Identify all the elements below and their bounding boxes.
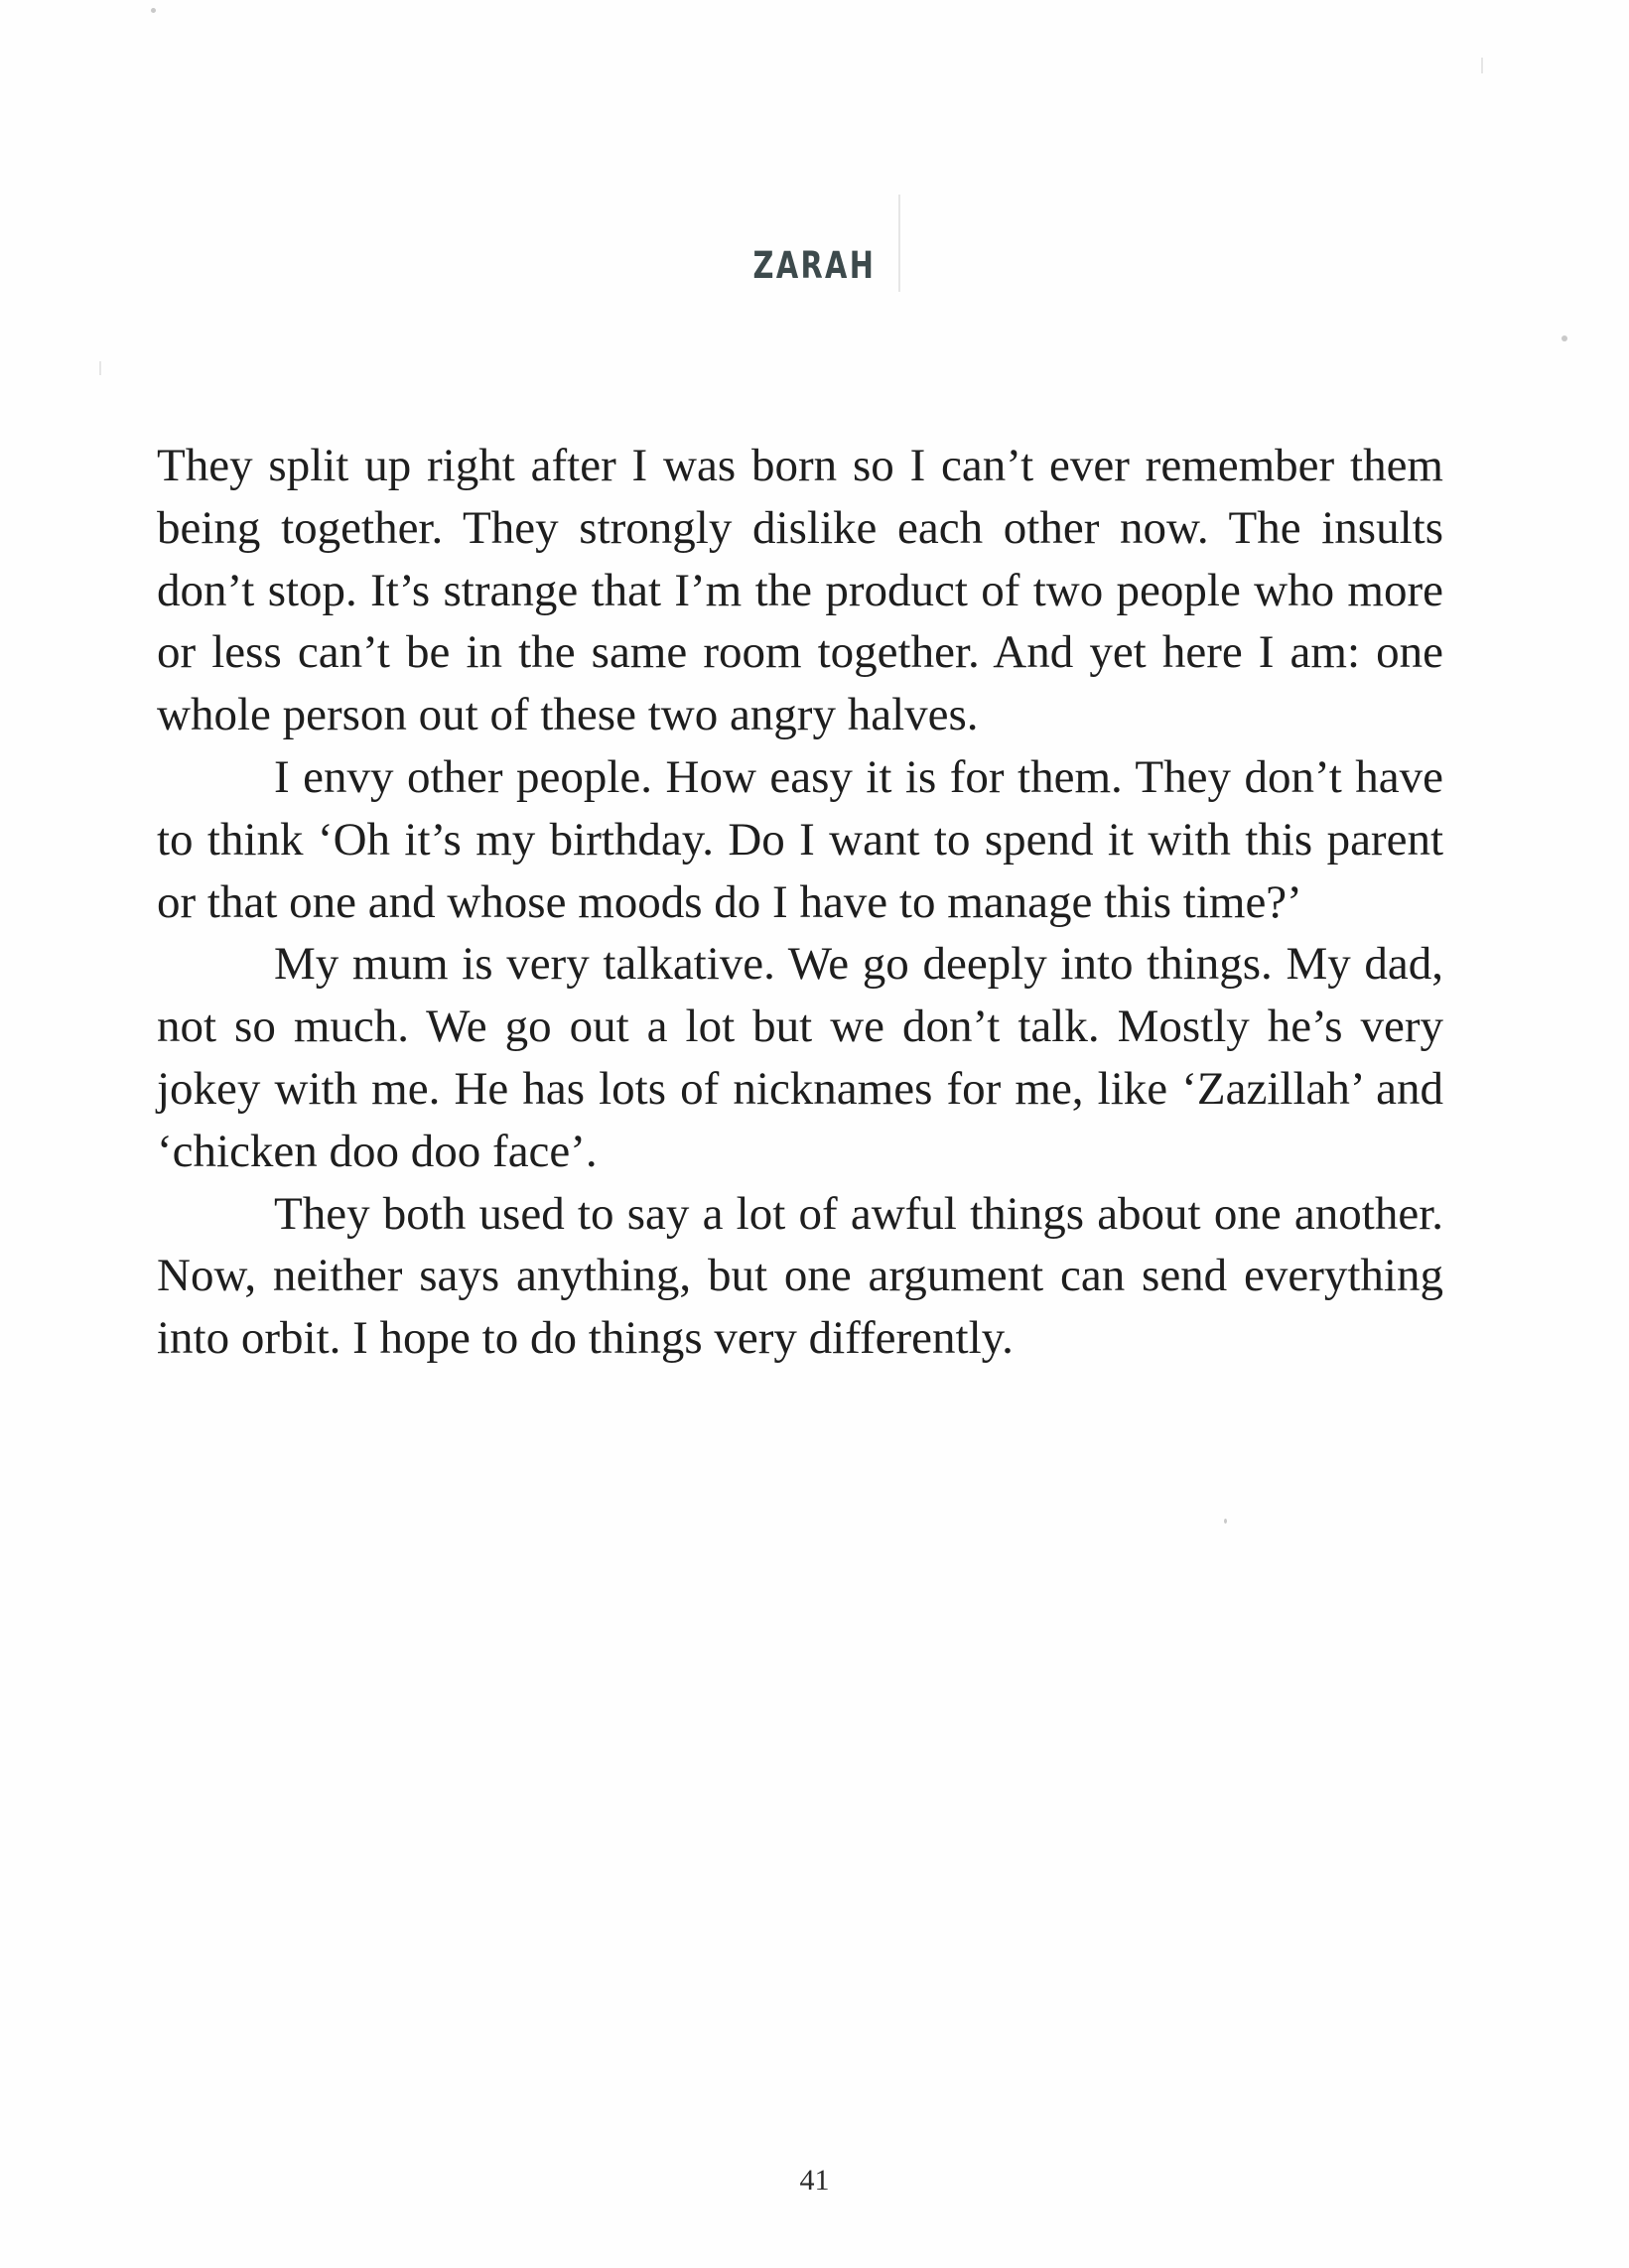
body-text (157, 435, 1443, 1370)
paragraph: They both used to say a lot of awful things about one another. Now, neither says anything, but one argument can send everything into orbit. I hope to do things very differently. (157, 1187, 1443, 1365)
paragraph: They split up right after I was born so I can’t ever remember them being together. They strongly dislike each other now. The insults don’t stop. It’s strange that I’m the product of two people who more or less can’t be in the same room together. And yet here I am: one whole person out of these two angry halves. (157, 440, 1443, 741)
scan-mark (1481, 58, 1483, 73)
paragraph: I envy other people. How easy it is for them. They don’t have to think ‘Oh it’s my birthday. Do I want to spend it with this parent or that one and whose moods do I have to manage this time?’ (157, 750, 1443, 928)
scan-speck (1224, 1519, 1227, 1524)
chapter-title: ZARAH (752, 244, 877, 287)
scan-speck (151, 8, 156, 13)
paragraph: My mum is very talkative. We go deeply into things. My dad, not so much. We go out a lot but we don’t talk. Mostly he’s very jokey with me. He has lots of nicknames for me, like ‘Zazillah’ and ‘chicken doo doo face’. (157, 938, 1443, 1177)
scan-speck (1561, 335, 1567, 341)
page-number: 41 (799, 2164, 830, 2197)
scan-mark (99, 361, 101, 375)
